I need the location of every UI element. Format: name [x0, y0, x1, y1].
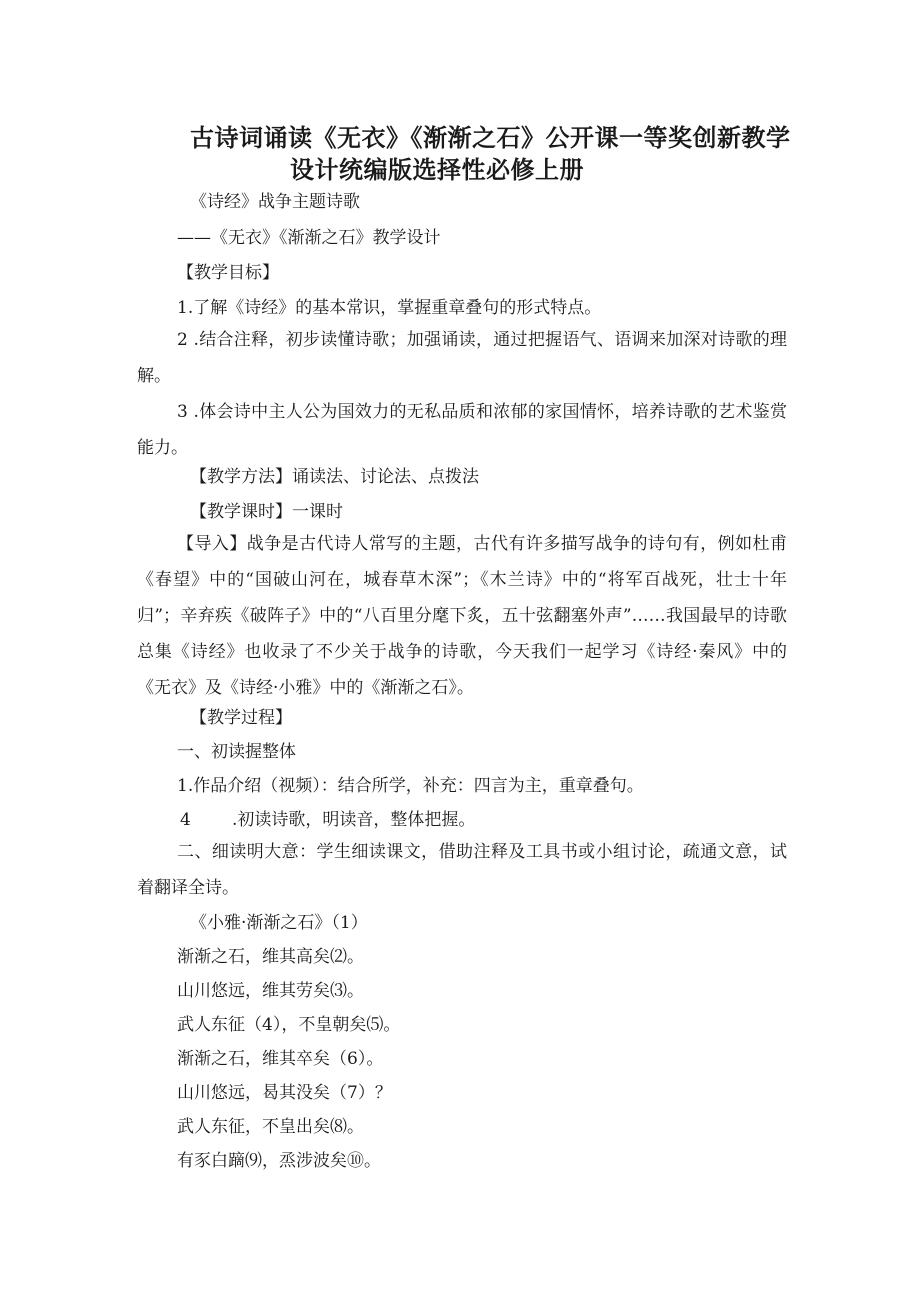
subtitle-design: ——《无衣》《渐渐之石》教学设计: [177, 228, 441, 248]
document-title-line-2: 设计统编版选择性必修上册: [290, 156, 584, 184]
process-heading: 【教学过程】: [190, 708, 292, 728]
process-section-1: 一、初读握整体: [177, 742, 296, 762]
poem-line: 武人东征（4），不皇朝矣⑸。: [177, 1015, 401, 1035]
objective-item-3: 3 .体会诗中主人公为国效力的无私品质和浓郁的家国情怀，培养诗歌的艺术鉴赏能力。: [137, 402, 787, 458]
subtitle-series: 《诗经》战争主题诗歌: [190, 192, 360, 212]
document-title-line-1: 古诗词诵读《无衣》《渐渐之石》公开课一等奖创新教学: [190, 124, 791, 152]
poem-line: 武人东征，不皇出矣⑻。: [177, 1117, 364, 1137]
process-step-2: .初读诗歌，明读音，整体把握。: [232, 810, 476, 830]
poem-line: 山川悠远，维其劳矣⑶。: [177, 981, 364, 1001]
poem-line: 渐渐之石，维其卒矣（6）。: [177, 1049, 384, 1069]
process-section-2: 二、细读明大意：学生细读课文，借助注释及工具书或小组讨论，疏通文意，试着翻译全诗。: [137, 842, 787, 898]
poem-line: 有豕白蹢⑼，烝涉波矣⑩。: [177, 1151, 381, 1171]
introduction-paragraph: 【导入】战争是古代诗人常写的主题，古代有许多描写战争的诗句有，例如杜甫《春望》中的“国破山河在，城春草木深”；《木兰诗》中的“将军百战死，壮士十年归”；辛弃疾《破阵子》中的“八百里分麾下炙，五十弦翻塞外声”……我国最早的诗歌总集《诗经》也收录了不少关于战争的诗歌，今天我们一起学习《诗经·秦风》中的《无衣》及《诗经·小雅》中的《渐渐之石》。: [137, 534, 787, 698]
objectives-heading: 【教学目标】: [177, 263, 279, 283]
poem-line: 山川悠远，曷其没矣（7）？: [177, 1083, 392, 1103]
objective-item-2: 2 .结合注释，初步读懂诗歌；加强诵读，通过把握语气、语调来加深对诗歌的理解。: [137, 330, 787, 386]
poem-title: 《小雅·渐渐之石》（1）: [190, 913, 368, 933]
teaching-methods: 【教学方法】诵读法、讨论法、点拨法: [190, 467, 479, 487]
objective-item-1: 1.了解《诗经》的基本常识，掌握重章叠句的形式特点。: [177, 298, 602, 318]
process-step-1: 1.作品介绍（视频）：结合所学，补充：四言为主，重章叠句。: [177, 776, 644, 796]
process-step-2-number: 4: [180, 810, 191, 830]
poem-line: 渐渐之石，维其高矣⑵。: [177, 947, 364, 967]
teaching-hours: 【教学课时】一课时: [190, 502, 343, 522]
